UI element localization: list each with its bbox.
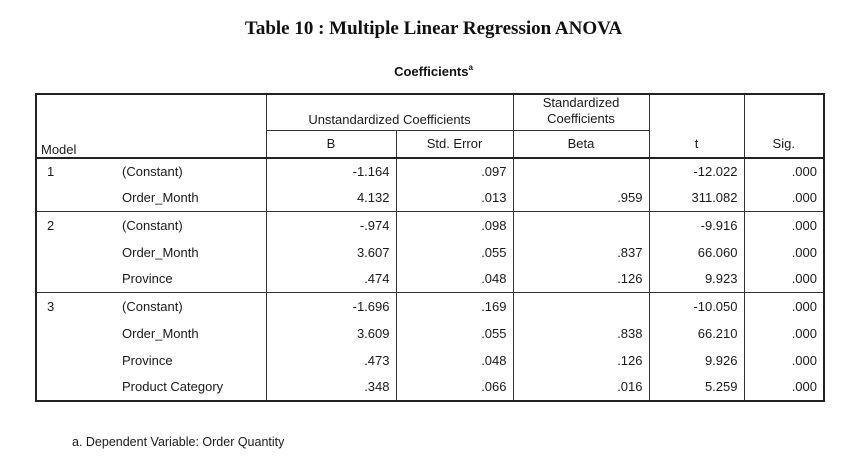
- b-cell: -.974: [266, 212, 396, 239]
- term-cell: (Constant): [122, 217, 183, 233]
- header-sig-spacer: [744, 94, 824, 131]
- model-number-cell: [36, 239, 118, 266]
- model-number-cell: [36, 185, 118, 212]
- term-cell: Order_Month: [118, 185, 266, 212]
- header-b: B: [266, 131, 396, 158]
- model-number-cell: [36, 266, 118, 293]
- beta-cell: [513, 212, 649, 239]
- table-caption: Table 10 : Multiple Linear Regression ANOVA: [244, 18, 623, 39]
- model-number-cell: [36, 374, 118, 401]
- beta-cell: .016: [513, 374, 649, 401]
- table-row: [36, 158, 824, 185]
- b-cell: -1.164: [266, 158, 396, 185]
- term-cell: (Constant): [122, 298, 183, 314]
- t-cell: -10.050: [649, 293, 744, 320]
- subtitle-footnote-marker: a: [468, 63, 473, 72]
- beta-cell: .126: [513, 266, 649, 293]
- header-std-error: Std. Error: [396, 131, 513, 158]
- term-cell: (Constant): [122, 164, 183, 179]
- table-row: [36, 293, 824, 320]
- beta-cell: [513, 293, 649, 320]
- beta-cell: .959: [513, 185, 649, 212]
- se-cell: .048: [396, 347, 513, 374]
- b-cell: -1.696: [266, 293, 396, 320]
- b-cell: .474: [266, 266, 396, 293]
- table-row: [36, 347, 824, 374]
- sig-cell: .000: [744, 266, 824, 293]
- table-row: [36, 266, 824, 293]
- se-cell: .048: [396, 266, 513, 293]
- header-sig: Sig.: [744, 131, 824, 158]
- footnote: a. Dependent Variable: Order Quantity: [72, 435, 285, 449]
- coefficients-table: [35, 93, 825, 402]
- se-cell: .169: [396, 293, 513, 320]
- se-cell: .055: [396, 239, 513, 266]
- header-t-spacer: [649, 94, 744, 131]
- table-subtitle: [0, 63, 867, 79]
- t-cell: 66.060: [649, 239, 744, 266]
- table-row: [36, 212, 824, 239]
- b-cell: 3.607: [266, 239, 396, 266]
- t-cell: 311.082: [649, 185, 744, 212]
- t-cell: 9.923: [649, 266, 744, 293]
- beta-cell: .126: [513, 347, 649, 374]
- sig-cell: .000: [744, 320, 824, 347]
- se-cell: .055: [396, 320, 513, 347]
- t-cell: 66.210: [649, 320, 744, 347]
- b-cell: .473: [266, 347, 396, 374]
- t-cell: 5.259: [649, 374, 744, 401]
- sig-cell: .000: [744, 212, 824, 239]
- table-header: [36, 94, 824, 158]
- se-cell: .013: [396, 185, 513, 212]
- b-cell: .348: [266, 374, 396, 401]
- model-number-cell: [36, 347, 118, 374]
- model-number-cell: [36, 320, 118, 347]
- sig-cell: .000: [744, 347, 824, 374]
- model-number-cell: 2: [36, 212, 118, 239]
- subtitle-text: Coefficients: [394, 64, 469, 79]
- table-body: [36, 158, 824, 401]
- term-cell: Order_Month: [122, 244, 199, 260]
- term-cell: Product Category: [118, 374, 266, 401]
- beta-cell: .838: [513, 320, 649, 347]
- t-cell: -12.022: [649, 158, 744, 185]
- header-t: t: [649, 131, 744, 158]
- table-row: [36, 185, 824, 212]
- sig-cell: .000: [744, 293, 824, 320]
- b-cell: 4.132: [266, 185, 396, 212]
- table-row: [36, 320, 824, 347]
- table-row: [36, 374, 824, 401]
- header-model-spacer: [36, 94, 118, 131]
- t-cell: 9.926: [649, 347, 744, 374]
- se-cell: .098: [396, 212, 513, 239]
- beta-cell: [513, 158, 649, 185]
- b-cell: 3.609: [266, 320, 396, 347]
- term-cell: Province: [118, 266, 266, 293]
- header-beta: Beta: [513, 131, 649, 158]
- term-cell: Order_Month: [122, 325, 199, 341]
- header-unstandardized: Unstandardized Coefficients: [266, 94, 513, 131]
- t-cell: -9.916: [649, 212, 744, 239]
- header-standardized: [513, 94, 649, 131]
- term-cell: Province: [122, 352, 173, 368]
- model-number-cell: 1: [36, 158, 118, 185]
- se-cell: .097: [396, 158, 513, 185]
- sig-cell: .000: [744, 239, 824, 266]
- se-cell: .066: [396, 374, 513, 401]
- sig-cell: .000: [744, 185, 824, 212]
- header-standardized-line1: Standardized: [542, 95, 620, 110]
- beta-cell: .837: [513, 239, 649, 266]
- sig-cell: .000: [744, 158, 824, 185]
- sig-cell: .000: [744, 374, 824, 401]
- header-model: Model: [36, 131, 266, 158]
- header-term-spacer: [118, 94, 266, 131]
- header-standardized-line2: Coefficients: [547, 111, 615, 126]
- model-number-cell: 3: [36, 293, 118, 320]
- table-row: [36, 239, 824, 266]
